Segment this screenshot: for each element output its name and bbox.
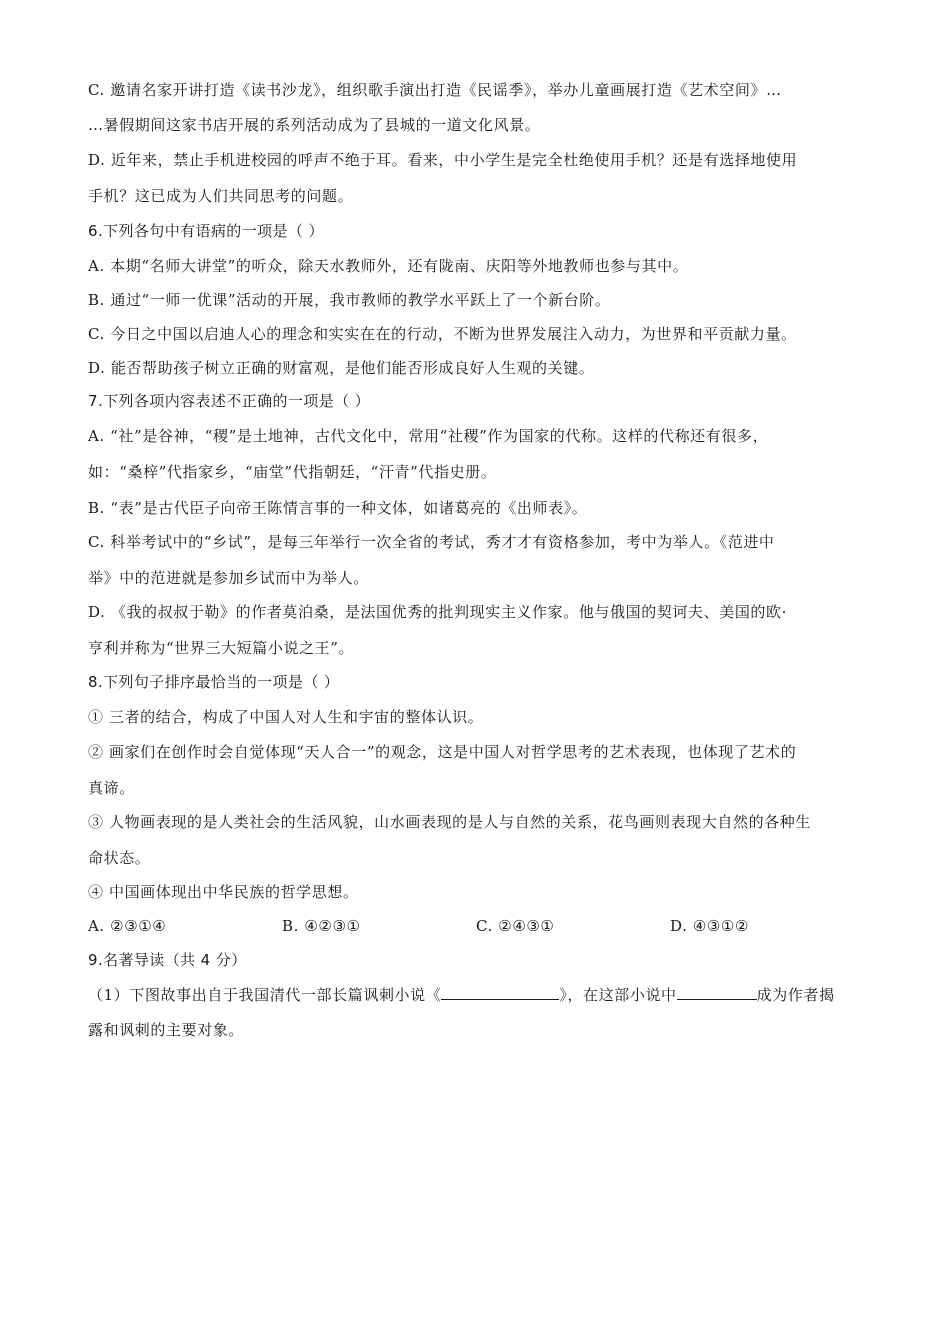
q9-part1-line2: 露和讽刺的主要对象。 xyxy=(88,1021,245,1039)
q8-sentence-2-line1: ② 画家们在创作时会自觉体现“天人合一”的观念，这是中国人对哲学思考的艺术表现，也体现了艺术的 xyxy=(88,743,797,761)
q8-sentence-2-line2: 真谛。 xyxy=(88,779,135,797)
q8-sentence-3-line1: ③ 人物画表现的是人类社会的生活风貌，山水画表现的是人与自然的关系，花鸟画则表现大自然的各种生 xyxy=(88,813,811,831)
satire-target-blank[interactable] xyxy=(677,985,757,1000)
q6-option-b: B. 通过“一师一优课”活动的开展，我市教师的教学水平跃上了一个新台阶。 xyxy=(88,291,611,309)
q7-option-d-line2: 亨利并称为“世界三大短篇小说之王”。 xyxy=(88,639,355,657)
q8-sentence-1: ① 三者的结合，构成了中国人对人生和宇宙的整体认识。 xyxy=(88,708,484,726)
q5-option-c-line2: …暑假期间这家书店开展的系列活动成为了县城的一道文化风景。 xyxy=(88,116,541,134)
q6-option-d: D. 能否帮助孩子树立正确的财富观，是他们能否形成良好人生观的关键。 xyxy=(88,359,595,377)
q9-part1-text-middle: 》，在这部小说中 xyxy=(559,986,677,1004)
q7-option-b: B. “表”是古代臣子向帝王陈情言事的一种文体，如诸葛亮的《出师表》。 xyxy=(88,499,588,517)
q8-options xyxy=(88,916,864,936)
q8-option-a: A. ②③①④ xyxy=(88,917,167,935)
q8-sentence-4: ④ 中国画体现出中华民族的哲学思想。 xyxy=(88,883,359,901)
q7-title: 7.下列各项内容表述不正确的一项是（ ） xyxy=(88,392,371,410)
q6-option-a: A. 本期“名师大讲堂”的听众，除天水教师外，还有陇南、庆阳等外地教师也参与其中。 xyxy=(88,257,689,275)
q6-title: 6.下列各句中有语病的一项是（ ） xyxy=(88,222,324,240)
q8-sentence-3-line2: 命状态。 xyxy=(88,849,151,867)
novel-title-blank[interactable] xyxy=(441,985,559,1000)
q9-part1-text-before: （1）下图故事出自于我国清代一部长篇讽刺小说《 xyxy=(88,986,442,1004)
q9-part1-line1 xyxy=(88,985,835,1005)
q7-option-c-line1: C. 科举考试中的“乡试”，是每三年举行一次全省的考试，秀才才有资格参加，考中为举人。《范进中 xyxy=(88,533,775,551)
q5-option-c-line1: C. 邀请名家开讲打造《读书沙龙》，组织歌手演出打造《民谣季》，举办儿童画展打造《艺术空间》… xyxy=(88,81,782,99)
q9-title: 9.名著导读（共 4 分） xyxy=(88,951,247,969)
q5-option-d-line1: D. 近年来，禁止手机进校园的呼声不绝于耳。看来，中小学生是完全杜绝使用手机？还是有选择地使用 xyxy=(88,151,798,169)
q7-option-d-line1: D. 《我的叔叔于勒》的作者莫泊桑，是法国优秀的批判现实主义作家。他与俄国的契诃夫、美国的欧· xyxy=(88,603,788,621)
q8-option-c: C. ②④③① xyxy=(476,917,555,935)
q8-title: 8.下列句子排序最恰当的一项是（ ） xyxy=(88,673,340,691)
q8-option-b: B. ④②③① xyxy=(282,917,361,935)
q5-option-d-line2: 手机？这已成为人们共同思考的问题。 xyxy=(88,187,354,205)
q6-option-c: C. 今日之中国以启迪人心的理念和实实在在的行动，不断为世界发展注入动力，为世界和平贡献力量。 xyxy=(88,325,797,343)
q9-part1-text-after: 成为作者揭 xyxy=(756,986,835,1004)
q8-option-d: D. ④③①② xyxy=(670,917,750,935)
q7-option-a-line1: A. “社”是谷神，“稷”是土地神，古代文化中，常用“社稷”作为国家的代称。这样的代称还有很多， xyxy=(88,427,769,445)
q7-option-c-line2: 举》中的范进就是参加乡试而中为举人。 xyxy=(88,569,369,587)
q7-option-a-line2: 如：“桑梓”代指家乡，“庙堂”代指朝廷，“汗青”代指史册。 xyxy=(88,463,497,481)
